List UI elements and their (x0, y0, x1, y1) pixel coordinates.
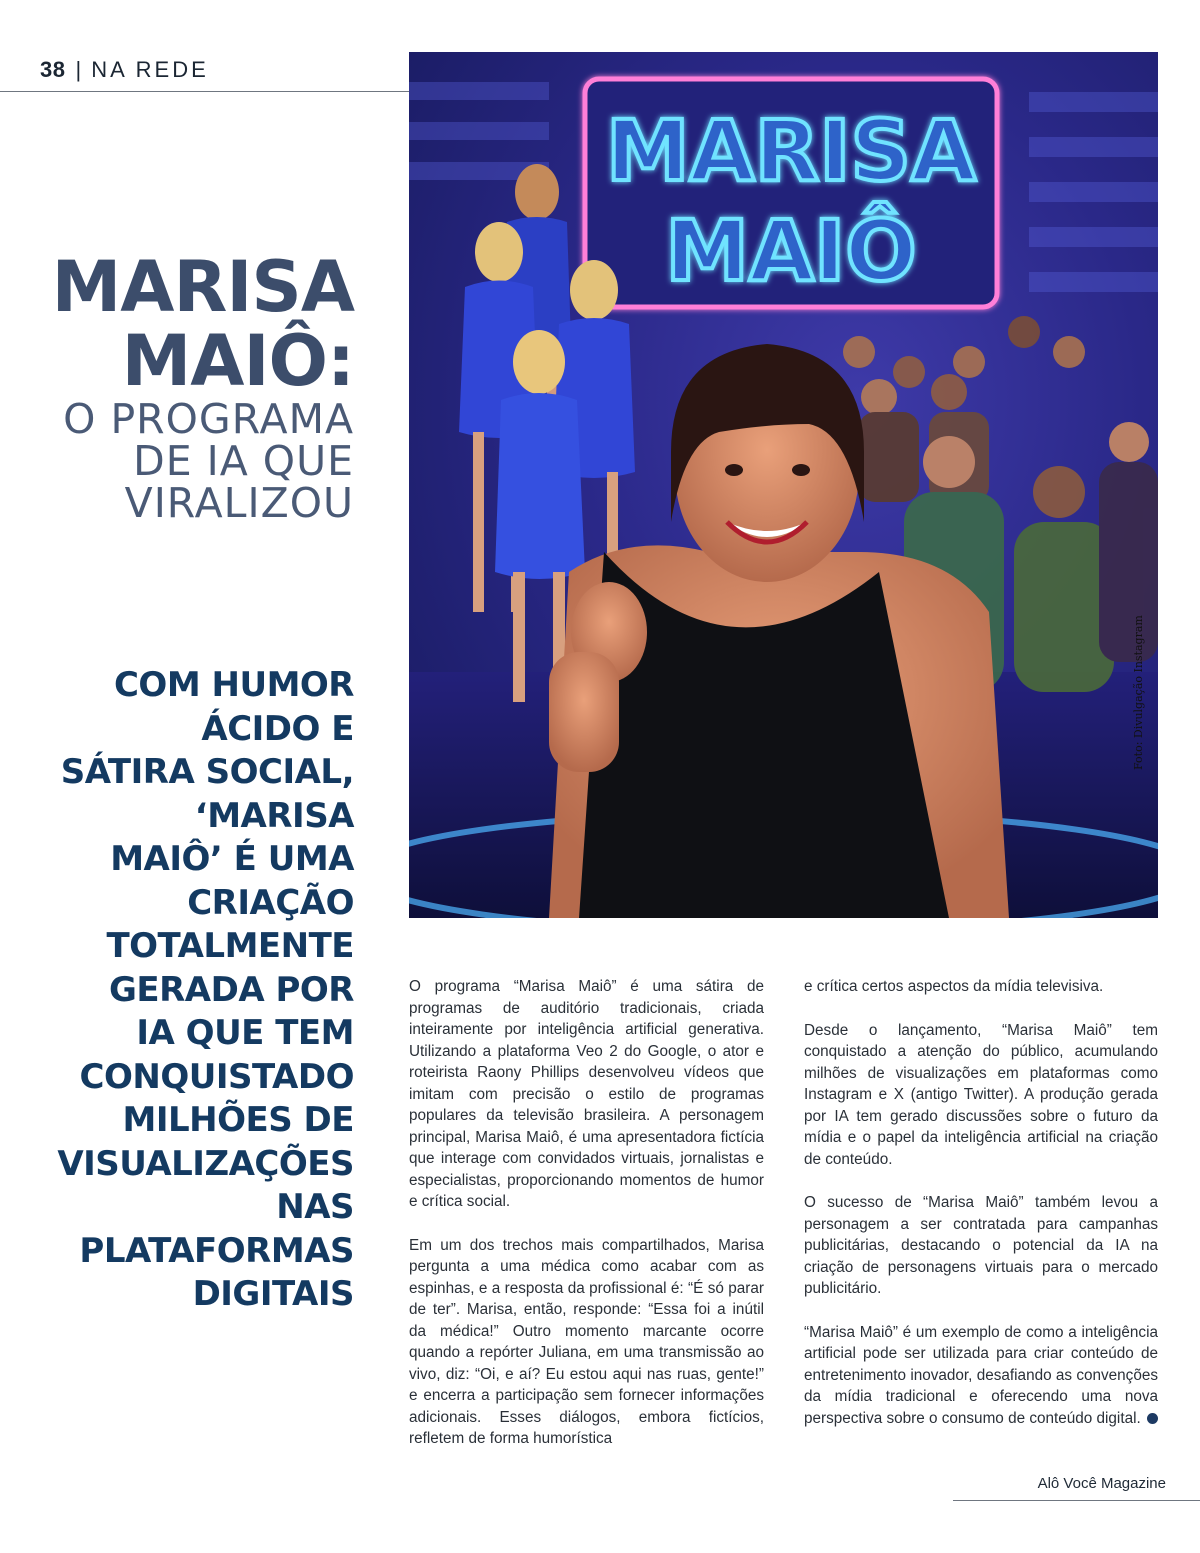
end-mark-icon (1147, 1413, 1158, 1424)
lead-paragraph (24, 664, 354, 1317)
lead-line: COM HUMOR (113, 665, 354, 705)
article-title (51, 246, 354, 527)
lead-line: ‘MARISA (194, 795, 354, 836)
neon-sign (585, 79, 997, 307)
page-header (40, 55, 209, 85)
section-name: NA REDE (91, 57, 209, 82)
lead-line: GERADA POR (108, 969, 354, 1010)
footer-rule (953, 1500, 1200, 1501)
body-paragraph-1: O programa “Marisa Maiô” é uma sátira de programas de auditório tradicionais, criada inteiramente por inteligência artificial generativa. Utilizando a plataforma Veo 2 do Google, o ator e roteirista Raony Phillips desenvolveu vídeos que imitam com precisão o estilo de programas populares da televisão brasileira. A personagem principal, Marisa Maiô, é uma apresentadora fictícia que interage com convidados virtuais, jornalistas e especialistas, proporcionando momentos de humor e crítica social. (409, 978, 764, 1210)
lead-line: ÁCIDO E (201, 708, 354, 749)
title-line-1: MARISA (51, 246, 354, 328)
sign-text-2: MAIÔ (665, 202, 917, 300)
lead-line: SÁTIRA SOCIAL, (60, 752, 354, 792)
page-number: 38 (40, 57, 66, 82)
subtitle-line-1: O PROGRAMA (63, 395, 354, 443)
lead-line: CRIAÇÃO (187, 882, 354, 923)
subtitle-line-3: VIRALIZOU (124, 479, 354, 527)
lead-line: PLATAFORMAS (79, 1230, 354, 1271)
lead-line: TOTALMENTE (106, 926, 354, 966)
photo-illustration (409, 52, 1158, 918)
lead-line: NAS (276, 1187, 354, 1227)
sign-text-1: MARISA (605, 102, 977, 200)
footer-magazine: Alô Você Magazine (1037, 1475, 1166, 1492)
body-paragraph-3: e crítica certos aspectos da mídia televisiva. (804, 978, 1104, 995)
lead-line: MILHÕES DE (122, 1100, 354, 1140)
lead-line: VISUALIZAÇÕES (57, 1143, 354, 1184)
lead-line: MAIÔ’ É UMA (110, 839, 354, 879)
body-paragraph-5: O sucesso de “Marisa Maiô” também levou a personagem a ser contratada para campanhas publicitárias, destacando o potencial da IA na criação de personagens virtuais para o mercado publicitário. (804, 1194, 1158, 1297)
body-paragraph-4: Desde o lançamento, “Marisa Maiô” tem conquistado a atenção do público, acumulando milhões de visualizações em plataformas como Instagram e X (antigo Twitter). A produção gerada por IA tem gerado discussões sobre o futuro da mídia e o papel da inteligência artificial na criação de conteúdo. (804, 1021, 1158, 1168)
header-rule (0, 91, 410, 92)
body-paragraph-2: Em um dos trechos mais compartilhados, Marisa pergunta a uma médica como acabar com as espinhas, e a resposta da profissional é: “É só parar de ter”. Marisa, então, responde: “Essa foi a inútil da médica!” Outro momento marcante ocorre quando a repórter Juliana, em uma transmissão ao vivo, diz: “Oi, e aí? Eu estou aqui nas ruas, gente!” e encerra a participação sem fornecer informações adicionais. Esses diálogos, embora fictícios, refletem de forma humorística (409, 1236, 764, 1447)
lead-line: CONQUISTADO (79, 1056, 354, 1097)
title-line-2: MAIÔ: (121, 320, 354, 402)
body-paragraph-6-wrap (804, 1322, 1158, 1430)
lead-line: DIGITAIS (192, 1274, 354, 1314)
header-separator: | (75, 57, 82, 82)
hero-photo (409, 52, 1158, 918)
lead-line: IA QUE TEM (136, 1013, 354, 1053)
body-column-1 (409, 976, 764, 1472)
subtitle-line-2: DE IA QUE (133, 437, 354, 485)
photo-credit: Foto: Divulgação Instagram (1132, 615, 1145, 770)
body-column-2 (804, 976, 1158, 1451)
body-paragraph-6: “Marisa Maiô” é um exemplo de como a inteligência artificial pode ser utilizada para criar conteúdo de entretenimento inovador, desafiando as convenções da mídia tradicional e oferecendo uma nova perspectiva sobre o consumo de conteúdo digital. (804, 1323, 1158, 1427)
